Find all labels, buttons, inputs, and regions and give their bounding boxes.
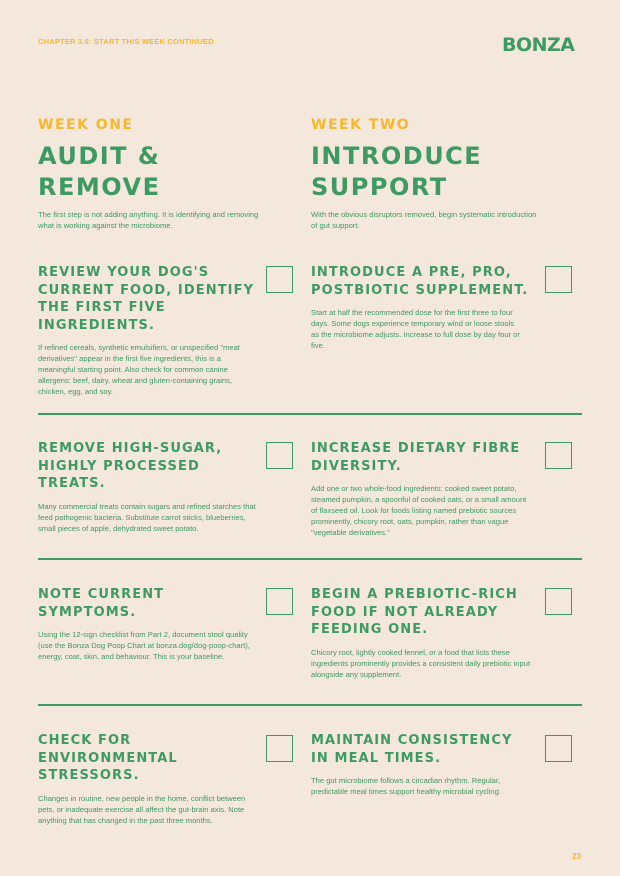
week-one-description: The first step is not adding anything. It is identifying and removing what is working against the microbiome. — [38, 210, 259, 230]
checkbox-introduce-supplement[interactable] — [545, 266, 572, 293]
chapter-header: CHAPTER 3.6: START THIS WEEK CONTINUED — [38, 37, 214, 46]
task-description: If refined cereals, synthetic emulsifiers, or unspecified "meat derivatives" appear in the first five ingredients, this is a meaningful starting point. Also check for common canine allergens: beef, dairy, wheat and gluten-containing grains, chicken, egg, and soy. — [38, 343, 240, 396]
task-title: MAINTAIN CONSISTENCY IN MEAL TIMES. — [311, 733, 513, 766]
week-two-description: With the obvious disruptors removed, begin systematic introduction of gut support. — [311, 210, 537, 230]
task-description: Changes in routine, new people in the home, conflict between pets, or inadequate exercise all affect the gut-brain axis. Note anything that has changed in the past three months. — [38, 793, 246, 825]
week-two-title-line2: SUPPORT — [311, 173, 448, 201]
task-description: The gut microbiome follows a circadian rhythm. Regular, predictable meal times support healthy microbial cycling. — [311, 776, 501, 796]
checkbox-environmental-stressors[interactable] — [266, 735, 293, 762]
task-meal-times — [311, 732, 533, 797]
page-number: 23 — [572, 852, 581, 861]
week-two-title-line1: INTRODUCE — [311, 142, 483, 170]
checkbox-meal-times[interactable] — [545, 735, 572, 762]
checkbox-review-food[interactable] — [266, 266, 293, 293]
task-title: NOTE CURRENT SYMPTOMS. — [38, 587, 165, 620]
divider — [38, 704, 582, 706]
task-review-food — [38, 264, 258, 397]
week-one-title-line1: AUDIT & — [38, 142, 161, 170]
task-title: BEGIN A PREBIOTIC-RICH FOOD IF NOT ALREADY FEEDING ONE. — [311, 587, 518, 637]
task-description: Add one or two whole-food ingredients: cooked sweet potato, steamed pumpkin, a spoonful of cooked oats, or a small amount of flaxseed oil. Look for foods listing named prebiotic sources prominently, chicory root, oats, pumpkin, rather than vague "vegetable derivatives." — [311, 484, 527, 537]
checkbox-remove-treats[interactable] — [266, 442, 293, 469]
task-title: REVIEW YOUR DOG'S CURRENT FOOD, IDENTIFY THE FIRST FIVE INGREDIENTS. — [38, 265, 255, 333]
task-note-symptoms — [38, 586, 260, 662]
task-title: INCREASE DIETARY FIBRE DIVERSITY. — [311, 441, 521, 474]
week-two-intro — [311, 117, 551, 231]
week-two-title — [311, 141, 551, 203]
task-title: CHECK FOR ENVIRONMENTAL STRESSORS. — [38, 733, 178, 783]
task-description: Start at half the recommended dose for the first three to four days. Some dogs experience temporary wind or loose stools as the microbiome adjusts. Increase to full dose by day four or five. — [311, 308, 520, 350]
week-two-label: WEEK TWO — [311, 117, 411, 133]
task-title: INTRODUCE A PRE, PRO, POSTBIOTIC SUPPLEMENT. — [311, 265, 529, 298]
task-environmental-stressors — [38, 732, 260, 826]
checkbox-fibre-diversity[interactable] — [545, 442, 572, 469]
task-description: Using the 12-sign checklist from Part 2, document stool quality (use the Bonza Dog Poop Chart at bonza.dog/dog-poop-chart), energy, coat, skin, and behaviour. This is your baseline. — [38, 630, 250, 661]
task-title: REMOVE HIGH-SUGAR, HIGHLY PROCESSED TREATS. — [38, 441, 223, 491]
task-description: Many commercial treats contain sugars and refined starches that feed pathogenic bacteria. Substitute carrot sticks, blueberries, small pieces of apple, dehydrated sweet potato. — [38, 501, 256, 533]
week-one-title — [38, 141, 278, 203]
divider — [38, 413, 582, 415]
week-one-label: WEEK ONE — [38, 117, 134, 133]
week-one-title-line2: REMOVE — [38, 173, 161, 201]
task-remove-treats — [38, 440, 260, 534]
task-prebiotic-food — [311, 586, 533, 680]
divider — [38, 558, 582, 560]
week-one-intro — [38, 117, 278, 231]
checkbox-prebiotic-food[interactable] — [545, 588, 572, 615]
bonza-logo: BONZA — [502, 34, 575, 56]
task-description: Chicory root, lightly cooked fennel, or a food that lists these ingredients prominently provides a consistent daily prebiotic input alongside any supplement. — [311, 647, 531, 679]
task-introduce-supplement — [311, 264, 533, 351]
checkbox-note-symptoms[interactable] — [266, 588, 293, 615]
task-fibre-diversity — [311, 440, 533, 538]
